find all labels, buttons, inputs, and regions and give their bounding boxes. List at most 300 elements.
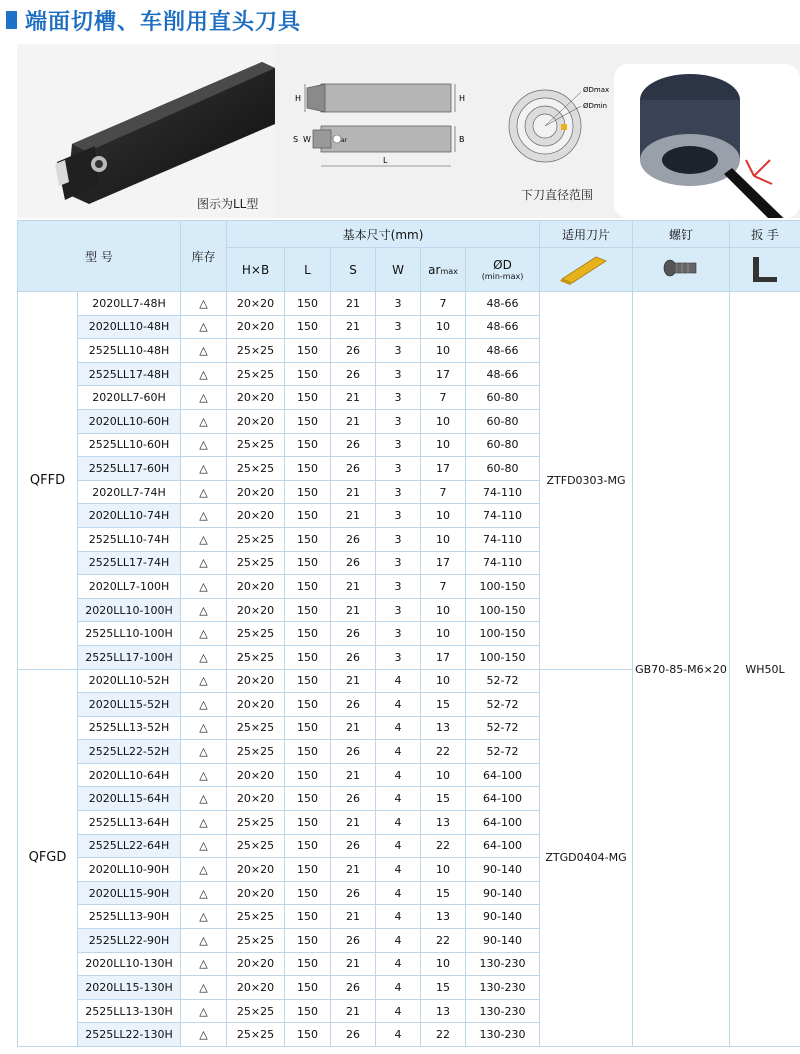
tool-holder-photo — [17, 44, 275, 218]
w-cell: 4 — [376, 999, 421, 1023]
model-cell: 2525LL10-74H — [78, 527, 181, 551]
header-d-sub: (min-max) — [481, 272, 524, 281]
s-cell: 26 — [331, 834, 376, 858]
l-cell: 150 — [285, 716, 331, 740]
d-cell: 74-110 — [466, 480, 540, 504]
s-cell: 26 — [331, 1023, 376, 1047]
ar-cell: 10 — [421, 433, 466, 457]
s-cell: 26 — [331, 527, 376, 551]
d-cell: 74-110 — [466, 551, 540, 575]
model-cell: 2020LL10-60H — [78, 409, 181, 433]
w-cell: 4 — [376, 976, 421, 1000]
l-cell: 150 — [285, 693, 331, 717]
d-cell: 64-100 — [466, 834, 540, 858]
d-cell: 130-230 — [466, 999, 540, 1023]
spec-table — [17, 220, 800, 1047]
d-cell: 48-66 — [466, 292, 540, 316]
l-cell: 150 — [285, 929, 331, 953]
diagram-dmax: ØDmax — [583, 86, 610, 94]
series-name: QFGD — [18, 669, 78, 1047]
d-cell: 90-140 — [466, 929, 540, 953]
hxb-cell: 25×25 — [227, 457, 285, 481]
s-cell: 26 — [331, 787, 376, 811]
s-cell: 26 — [331, 551, 376, 575]
diagram-h-left: H — [295, 94, 302, 103]
d-cell: 90-140 — [466, 881, 540, 905]
ar-cell: 17 — [421, 645, 466, 669]
l-cell: 150 — [285, 362, 331, 386]
diagram-h-right: H — [459, 94, 466, 103]
header-s: S — [331, 248, 376, 292]
header-screw: 螺钉 — [633, 221, 730, 248]
w-cell: 3 — [376, 339, 421, 363]
stock-cell: △ — [181, 976, 227, 1000]
w-cell: 3 — [376, 457, 421, 481]
hxb-cell: 25×25 — [227, 811, 285, 835]
l-cell: 150 — [285, 409, 331, 433]
stock-cell: △ — [181, 1023, 227, 1047]
l-cell: 150 — [285, 339, 331, 363]
model-cell: 2020LL15-90H — [78, 881, 181, 905]
ar-cell: 10 — [421, 598, 466, 622]
hxb-cell: 20×20 — [227, 952, 285, 976]
header-screw-image — [633, 248, 730, 292]
hxb-cell: 20×20 — [227, 480, 285, 504]
stock-cell: △ — [181, 645, 227, 669]
ar-cell: 15 — [421, 787, 466, 811]
w-cell: 3 — [376, 645, 421, 669]
model-cell: 2020LL10-48H — [78, 315, 181, 339]
model-cell: 2020LL10-100H — [78, 598, 181, 622]
model-cell: 2525LL17-74H — [78, 551, 181, 575]
model-cell: 2525LL13-52H — [78, 716, 181, 740]
d-cell: 90-140 — [466, 905, 540, 929]
s-cell: 21 — [331, 669, 376, 693]
header-wrench-image — [730, 248, 800, 292]
s-cell: 21 — [331, 999, 376, 1023]
ar-cell: 17 — [421, 362, 466, 386]
l-cell: 150 — [285, 645, 331, 669]
stock-cell: △ — [181, 834, 227, 858]
diagram-s: S — [293, 135, 299, 144]
insert-cell: ZTFD0303-MG — [540, 292, 633, 670]
stock-cell: △ — [181, 787, 227, 811]
photo-caption: 图示为LL型 — [197, 197, 259, 211]
stock-cell: △ — [181, 669, 227, 693]
ar-cell: 13 — [421, 905, 466, 929]
d-cell: 100-150 — [466, 575, 540, 599]
model-cell: 2525LL10-48H — [78, 339, 181, 363]
grooving-insert-icon — [556, 251, 616, 285]
model-cell: 2525LL13-90H — [78, 905, 181, 929]
application-photo — [614, 64, 800, 218]
d-cell: 64-100 — [466, 787, 540, 811]
l-cell: 150 — [285, 669, 331, 693]
ar-cell: 22 — [421, 929, 466, 953]
stock-cell: △ — [181, 315, 227, 339]
w-cell: 3 — [376, 433, 421, 457]
w-cell: 4 — [376, 811, 421, 835]
s-cell: 21 — [331, 292, 376, 316]
diagram-ar: ar — [341, 137, 348, 144]
s-cell: 26 — [331, 929, 376, 953]
w-cell: 3 — [376, 386, 421, 410]
stock-cell: △ — [181, 952, 227, 976]
model-cell: 2525LL22-130H — [78, 1023, 181, 1047]
stock-cell: △ — [181, 292, 227, 316]
model-cell: 2525LL10-100H — [78, 622, 181, 646]
hxb-cell: 20×20 — [227, 386, 285, 410]
stock-cell: △ — [181, 339, 227, 363]
hxb-cell: 25×25 — [227, 362, 285, 386]
d-cell: 64-100 — [466, 763, 540, 787]
d-cell: 52-72 — [466, 740, 540, 764]
w-cell: 3 — [376, 504, 421, 528]
stock-cell: △ — [181, 622, 227, 646]
d-cell: 60-80 — [466, 433, 540, 457]
hxb-cell: 20×20 — [227, 693, 285, 717]
s-cell: 21 — [331, 811, 376, 835]
l-cell: 150 — [285, 1023, 331, 1047]
w-cell: 4 — [376, 952, 421, 976]
w-cell: 4 — [376, 905, 421, 929]
s-cell: 21 — [331, 952, 376, 976]
d-cell: 74-110 — [466, 504, 540, 528]
header-d-label: ØD — [493, 258, 512, 272]
l-cell: 150 — [285, 457, 331, 481]
d-cell: 100-150 — [466, 645, 540, 669]
stock-cell: △ — [181, 740, 227, 764]
model-cell: 2020LL7-74H — [78, 480, 181, 504]
d-cell: 52-72 — [466, 693, 540, 717]
d-cell: 64-100 — [466, 811, 540, 835]
d-cell: 48-66 — [466, 362, 540, 386]
d-cell: 130-230 — [466, 1023, 540, 1047]
ar-cell: 13 — [421, 811, 466, 835]
s-cell: 21 — [331, 315, 376, 339]
w-cell: 3 — [376, 362, 421, 386]
w-cell: 4 — [376, 929, 421, 953]
s-cell: 21 — [331, 575, 376, 599]
d-cell: 130-230 — [466, 976, 540, 1000]
header-basic-dims: 基本尺寸(mm) — [227, 221, 540, 248]
hxb-cell: 20×20 — [227, 504, 285, 528]
hxb-cell: 25×25 — [227, 527, 285, 551]
l-cell: 150 — [285, 386, 331, 410]
spec-table-body — [18, 292, 800, 1047]
l-cell: 150 — [285, 598, 331, 622]
d-cell: 60-80 — [466, 457, 540, 481]
s-cell: 21 — [331, 598, 376, 622]
w-cell: 3 — [376, 575, 421, 599]
header-model: 型 号 — [18, 221, 181, 292]
w-cell: 3 — [376, 409, 421, 433]
ar-cell: 22 — [421, 834, 466, 858]
model-cell: 2525LL17-60H — [78, 457, 181, 481]
model-cell: 2525LL22-90H — [78, 929, 181, 953]
stock-cell: △ — [181, 881, 227, 905]
header-ar-label: ar — [428, 262, 441, 277]
stock-cell: △ — [181, 409, 227, 433]
page-title: 端面切槽、车削用直头刀具 — [25, 9, 302, 35]
model-cell: 2020LL7-48H — [78, 292, 181, 316]
ar-cell: 13 — [421, 716, 466, 740]
hxb-cell: 25×25 — [227, 999, 285, 1023]
hxb-cell: 25×25 — [227, 905, 285, 929]
header-stock: 库存 — [181, 221, 227, 292]
w-cell: 4 — [376, 787, 421, 811]
hxb-cell: 20×20 — [227, 409, 285, 433]
w-cell: 3 — [376, 480, 421, 504]
s-cell: 21 — [331, 716, 376, 740]
l-cell: 150 — [285, 575, 331, 599]
hxb-cell: 20×20 — [227, 315, 285, 339]
hxb-cell: 25×25 — [227, 834, 285, 858]
d-cell: 74-110 — [466, 527, 540, 551]
l-cell: 150 — [285, 858, 331, 882]
title-marker — [6, 11, 17, 29]
screw-cell: GB70-85-M6×20 — [633, 292, 730, 1047]
d-cell: 48-66 — [466, 315, 540, 339]
w-cell: 4 — [376, 1023, 421, 1047]
insert-cell: ZTGD0404-MG — [540, 669, 633, 1047]
w-cell: 4 — [376, 858, 421, 882]
model-cell: 2020LL10-130H — [78, 952, 181, 976]
header-ar — [421, 248, 466, 292]
hxb-cell: 25×25 — [227, 339, 285, 363]
ar-cell: 10 — [421, 669, 466, 693]
table-row — [18, 292, 800, 316]
s-cell: 26 — [331, 693, 376, 717]
model-cell: 2525LL22-52H — [78, 740, 181, 764]
s-cell: 21 — [331, 905, 376, 929]
header-ar-sub: max — [440, 266, 458, 276]
stock-cell: △ — [181, 504, 227, 528]
model-cell: 2020LL10-52H — [78, 669, 181, 693]
hex-key-wrench-icon — [745, 251, 785, 285]
stock-cell: △ — [181, 811, 227, 835]
ar-cell: 10 — [421, 622, 466, 646]
l-cell: 150 — [285, 763, 331, 787]
s-cell: 26 — [331, 433, 376, 457]
d-cell: 60-80 — [466, 386, 540, 410]
hxb-cell: 20×20 — [227, 598, 285, 622]
header-w: W — [376, 248, 421, 292]
d-cell: 60-80 — [466, 409, 540, 433]
ar-cell: 22 — [421, 1023, 466, 1047]
stock-cell: △ — [181, 386, 227, 410]
ar-cell: 10 — [421, 409, 466, 433]
stock-cell: △ — [181, 362, 227, 386]
w-cell: 3 — [376, 622, 421, 646]
ar-cell: 10 — [421, 763, 466, 787]
hxb-cell: 20×20 — [227, 881, 285, 905]
s-cell: 26 — [331, 622, 376, 646]
d-cell: 100-150 — [466, 598, 540, 622]
hxb-cell: 25×25 — [227, 929, 285, 953]
stock-cell: △ — [181, 527, 227, 551]
ar-cell: 17 — [421, 551, 466, 575]
stock-cell: △ — [181, 905, 227, 929]
ar-cell: 10 — [421, 527, 466, 551]
l-cell: 150 — [285, 315, 331, 339]
w-cell: 3 — [376, 315, 421, 339]
model-cell: 2020LL10-64H — [78, 763, 181, 787]
header-d — [466, 248, 540, 292]
w-cell: 4 — [376, 716, 421, 740]
hxb-cell: 20×20 — [227, 763, 285, 787]
w-cell: 3 — [376, 598, 421, 622]
s-cell: 26 — [331, 339, 376, 363]
d-cell: 100-150 — [466, 622, 540, 646]
s-cell: 21 — [331, 480, 376, 504]
s-cell: 21 — [331, 763, 376, 787]
diagram-caption: 下刀直径范围 — [521, 188, 594, 202]
ar-cell: 15 — [421, 881, 466, 905]
header-l: L — [285, 248, 331, 292]
l-cell: 150 — [285, 787, 331, 811]
hex-socket-screw-icon — [656, 251, 706, 285]
model-cell: 2020LL10-74H — [78, 504, 181, 528]
header-insert-image — [540, 248, 633, 292]
w-cell: 3 — [376, 551, 421, 575]
stock-cell: △ — [181, 598, 227, 622]
hxb-cell: 25×25 — [227, 716, 285, 740]
stock-cell: △ — [181, 858, 227, 882]
stock-cell: △ — [181, 929, 227, 953]
model-cell: 2020LL15-130H — [78, 976, 181, 1000]
hxb-cell: 25×25 — [227, 645, 285, 669]
d-cell: 90-140 — [466, 858, 540, 882]
image-strip — [17, 44, 800, 218]
l-cell: 150 — [285, 433, 331, 457]
hxb-cell: 20×20 — [227, 669, 285, 693]
ar-cell: 17 — [421, 457, 466, 481]
l-cell: 150 — [285, 527, 331, 551]
model-cell: 2525LL10-60H — [78, 433, 181, 457]
model-cell: 2020LL7-100H — [78, 575, 181, 599]
header-hxb: H×B — [227, 248, 285, 292]
stock-cell: △ — [181, 551, 227, 575]
l-cell: 150 — [285, 480, 331, 504]
s-cell: 26 — [331, 457, 376, 481]
hxb-cell: 20×20 — [227, 858, 285, 882]
ar-cell: 10 — [421, 315, 466, 339]
model-cell: 2525LL22-64H — [78, 834, 181, 858]
model-cell: 2525LL13-130H — [78, 999, 181, 1023]
l-cell: 150 — [285, 952, 331, 976]
ar-cell: 15 — [421, 976, 466, 1000]
hxb-cell: 20×20 — [227, 292, 285, 316]
w-cell: 3 — [376, 292, 421, 316]
wrench-cell: WH50L — [730, 292, 800, 1047]
technical-diagram — [285, 62, 625, 212]
model-cell: 2020LL15-52H — [78, 693, 181, 717]
w-cell: 4 — [376, 834, 421, 858]
l-cell: 150 — [285, 976, 331, 1000]
hxb-cell: 25×25 — [227, 433, 285, 457]
w-cell: 4 — [376, 881, 421, 905]
l-cell: 150 — [285, 292, 331, 316]
l-cell: 150 — [285, 551, 331, 575]
s-cell: 26 — [331, 740, 376, 764]
s-cell: 26 — [331, 645, 376, 669]
s-cell: 26 — [331, 362, 376, 386]
hxb-cell: 25×25 — [227, 551, 285, 575]
l-cell: 150 — [285, 622, 331, 646]
l-cell: 150 — [285, 834, 331, 858]
ar-cell: 10 — [421, 858, 466, 882]
diagram-w: W — [303, 135, 311, 144]
stock-cell: △ — [181, 457, 227, 481]
s-cell: 21 — [331, 386, 376, 410]
stock-cell: △ — [181, 716, 227, 740]
s-cell: 21 — [331, 504, 376, 528]
model-cell: 2525LL17-100H — [78, 645, 181, 669]
ar-cell: 7 — [421, 386, 466, 410]
w-cell: 3 — [376, 527, 421, 551]
w-cell: 4 — [376, 669, 421, 693]
l-cell: 150 — [285, 740, 331, 764]
l-cell: 150 — [285, 905, 331, 929]
stock-cell: △ — [181, 575, 227, 599]
model-cell: 2020LL10-90H — [78, 858, 181, 882]
s-cell: 21 — [331, 409, 376, 433]
s-cell: 26 — [331, 976, 376, 1000]
ar-cell: 7 — [421, 292, 466, 316]
w-cell: 4 — [376, 693, 421, 717]
diagram-l: L — [383, 156, 388, 165]
model-cell: 2020LL15-64H — [78, 787, 181, 811]
ar-cell: 10 — [421, 952, 466, 976]
hxb-cell: 20×20 — [227, 787, 285, 811]
w-cell: 4 — [376, 740, 421, 764]
model-cell: 2525LL17-48H — [78, 362, 181, 386]
series-name: QFFD — [18, 292, 78, 670]
l-cell: 150 — [285, 881, 331, 905]
model-cell: 2020LL7-60H — [78, 386, 181, 410]
l-cell: 150 — [285, 999, 331, 1023]
hxb-cell: 25×25 — [227, 622, 285, 646]
d-cell: 52-72 — [466, 716, 540, 740]
d-cell: 52-72 — [466, 669, 540, 693]
diagram-dmin: ØDmin — [583, 102, 608, 110]
ar-cell: 10 — [421, 504, 466, 528]
d-cell: 130-230 — [466, 952, 540, 976]
l-cell: 150 — [285, 811, 331, 835]
ar-cell: 7 — [421, 480, 466, 504]
stock-cell: △ — [181, 480, 227, 504]
stock-cell: △ — [181, 999, 227, 1023]
l-cell: 150 — [285, 504, 331, 528]
header-insert: 适用刀片 — [540, 221, 633, 248]
hxb-cell: 25×25 — [227, 1023, 285, 1047]
header-wrench: 扳 手 — [730, 221, 800, 248]
s-cell: 21 — [331, 858, 376, 882]
d-cell: 48-66 — [466, 339, 540, 363]
stock-cell: △ — [181, 693, 227, 717]
ar-cell: 22 — [421, 740, 466, 764]
ar-cell: 13 — [421, 999, 466, 1023]
s-cell: 26 — [331, 881, 376, 905]
diagram-b: B — [459, 135, 465, 144]
stock-cell: △ — [181, 763, 227, 787]
ar-cell: 10 — [421, 339, 466, 363]
w-cell: 4 — [376, 763, 421, 787]
hxb-cell: 25×25 — [227, 740, 285, 764]
stock-cell: △ — [181, 433, 227, 457]
hxb-cell: 20×20 — [227, 575, 285, 599]
